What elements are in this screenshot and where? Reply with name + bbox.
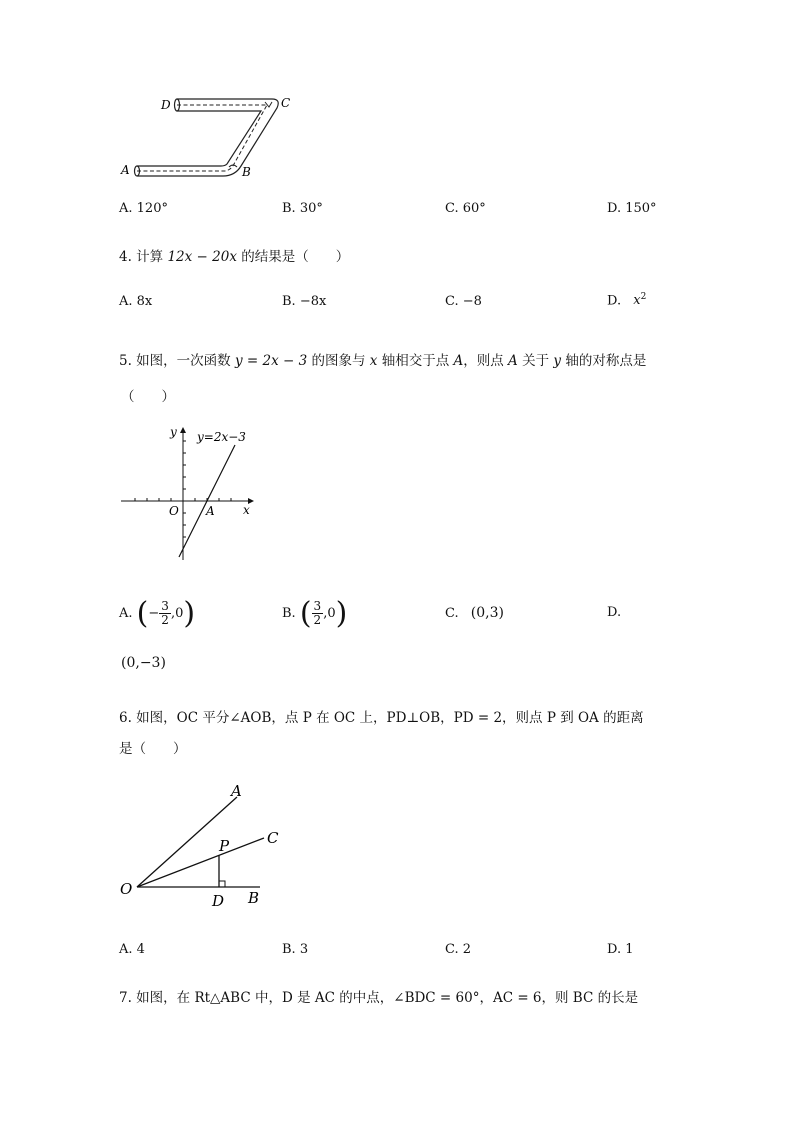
q6-option-a[interactable]: A. 4 (119, 942, 145, 957)
graph-origin-label: O (169, 504, 179, 518)
question-5 (119, 349, 646, 369)
q5-option-c[interactable] (445, 605, 504, 621)
q5-option-b[interactable]: B. ( $\frac{3}{2}$ ,0) (282, 596, 348, 631)
graph-eq-label: y=2x−3 (197, 430, 246, 444)
question-7-line1: 7. 如图，在 Rt△ABC 中，D 是 AC 的中点，∠BDC = 60°，AC = 6，则 BC 的长是 (119, 990, 639, 1006)
q5-option-d-value[interactable]: (0,−3) (121, 655, 166, 671)
label-A: A (121, 163, 130, 177)
q3-option-b[interactable]: B. 30° (282, 201, 323, 216)
label-D: D (161, 98, 171, 112)
q5-option-a-fraction (159, 600, 171, 626)
q3-option-d[interactable]: D. 150° (607, 201, 657, 216)
label-O-q6: O (120, 880, 133, 898)
graph-point-A: A (206, 504, 215, 518)
q5-option-b-fraction (312, 600, 324, 626)
linear-function-graph (115, 420, 265, 565)
pipe-figure (115, 90, 305, 185)
q5-answer-paren: （ ） (121, 389, 175, 405)
q5-equation: y = 2x − 3 (234, 353, 308, 369)
q3-option-a[interactable]: A. 120° (119, 201, 168, 216)
q4-prefix: 4. 计算 (119, 249, 168, 265)
label-P-q6: P (219, 837, 230, 855)
q4-suffix: 的结果是（ ） (236, 249, 350, 265)
q5-text-a: 5. 如图，一次函数 (119, 353, 235, 369)
label-D-q6: D (212, 892, 225, 910)
question-6-line1: 6. 如图，OC 平分∠AOB，点 P 在 OC 上，PD⊥OB，PD = 2，则点 P 到 OA 的距离 (119, 710, 644, 726)
q5-option-a-sign: − (148, 606, 160, 621)
q5-text-c: 轴相交于点 (377, 353, 454, 369)
label-B-q6: B (248, 889, 260, 907)
q5-option-b-label: B. (282, 606, 296, 621)
q4-option-b[interactable]: B. −8x (282, 294, 327, 309)
q6-option-b[interactable]: B. 3 (282, 942, 309, 957)
question-4 (119, 245, 349, 265)
q5-text-f: 轴的对称点是 (561, 353, 647, 369)
q4-option-d[interactable] (607, 292, 646, 308)
q5-option-c-label: C. (445, 606, 459, 621)
q5-option-b-den: 2 (313, 613, 322, 627)
question-6-line2: 是（ ） (119, 741, 187, 757)
q5-option-a-den: 2 (161, 613, 169, 627)
q3-option-c[interactable]: C. 60° (445, 201, 486, 216)
graph-y-label: y (170, 425, 177, 439)
q5-text-b: 的图象与 (307, 353, 370, 369)
q5-text-e: 关于 (517, 353, 554, 369)
label-C: C (281, 96, 291, 110)
q5-option-d-label[interactable]: D. (607, 605, 622, 620)
q5-option-a[interactable]: A. (− $\frac{3}{2}$ ,0) (119, 596, 196, 631)
label-C-q6: C (267, 829, 279, 847)
q5-option-a-rest: ,0 (170, 606, 184, 621)
q6-option-d[interactable]: D. 1 (607, 942, 634, 957)
q4-option-d-label: D. (607, 293, 622, 309)
q4-expression: 12x − 20x (167, 249, 237, 265)
graph-x-label: x (243, 503, 250, 517)
q5-option-b-num: 3 (313, 599, 322, 614)
q4-option-d-base: x (633, 293, 641, 309)
q5-A: A (453, 353, 464, 369)
label-A-q6: A (231, 782, 242, 800)
q5-option-a-label: A. (119, 606, 133, 621)
q5-x: x (369, 353, 378, 369)
q5-option-b-rest: ,0 (323, 606, 336, 621)
q4-option-a[interactable]: A. 8x (119, 294, 153, 309)
q4-option-d-exp: 2 (640, 292, 647, 302)
q5-option-c-value: (0,3) (470, 605, 504, 621)
q5-y: y (553, 353, 562, 369)
q5-option-a-num: 3 (161, 599, 169, 614)
q5-text-d: ，则点 (463, 353, 509, 369)
label-B: B (242, 165, 251, 179)
q6-option-c[interactable]: C. 2 (445, 942, 472, 957)
q4-option-c[interactable]: C. −8 (445, 294, 482, 309)
angle-bisector-figure (115, 780, 295, 910)
q5-A2: A (508, 353, 518, 369)
